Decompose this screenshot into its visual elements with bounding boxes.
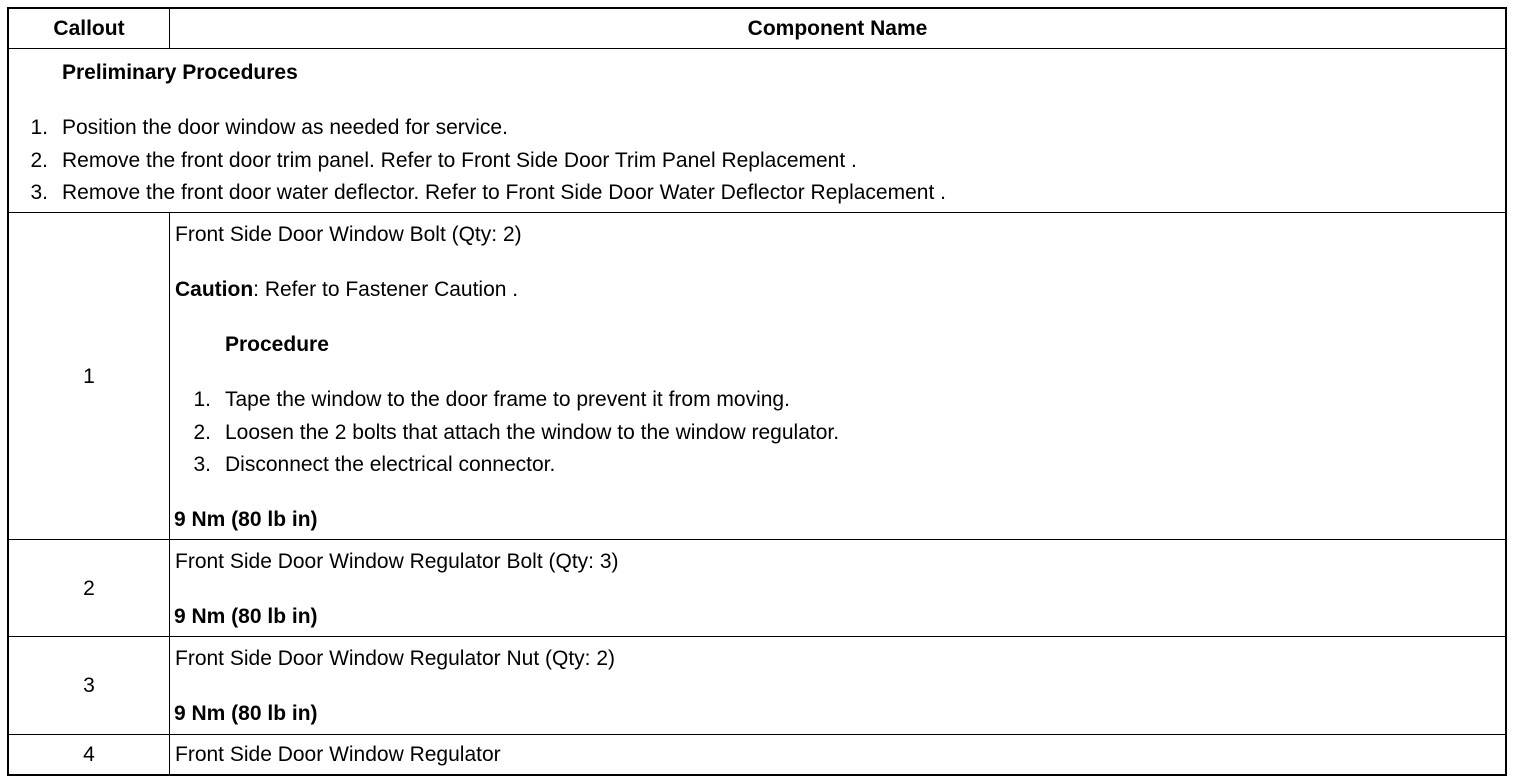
preliminary-step-text: Remove the front door water deflector. Refer to Front Side Door Water Deflector Replacement . — [62, 181, 946, 204]
preliminary-step-text: Remove the front door trim panel. Refer to Front Side Door Trim Panel Replacement . — [62, 149, 857, 172]
callout-number: 2 — [9, 540, 170, 637]
table-row — [9, 734, 1505, 774]
caution-line — [175, 278, 518, 302]
preliminary-step-number: 2. — [30, 149, 48, 172]
component-cell — [170, 735, 1505, 774]
procedure-step-text: Tape the window to the door frame to prevent it from moving. — [225, 388, 790, 411]
component-cell — [170, 540, 1505, 637]
component-name: Front Side Door Window Regulator Nut (Qty: 2) — [175, 647, 615, 670]
component-cell — [170, 213, 1505, 540]
callout-number: 4 — [9, 735, 170, 774]
caution-label: Caution — [175, 278, 254, 301]
table-row — [9, 636, 1505, 735]
procedure-title: Procedure — [225, 333, 329, 356]
torque-spec: 9 Nm (80 lb in) — [174, 605, 318, 628]
preliminary-title: Preliminary Procedures — [62, 61, 298, 84]
component-name-header: Component Name — [747, 17, 928, 40]
table-row — [9, 212, 1505, 540]
component-name: Front Side Door Window Regulator — [175, 743, 501, 766]
component-name: Front Side Door Window Bolt (Qty: 2) — [175, 223, 522, 246]
table-header — [9, 9, 1505, 49]
procedure-step-number: 2. — [193, 421, 211, 444]
procedure-step-text: Disconnect the electrical connector. — [225, 453, 556, 476]
callout-number: 1 — [9, 213, 170, 540]
preliminary-section — [9, 48, 1505, 213]
preliminary-step-text: Position the door window as needed for service. — [62, 116, 508, 139]
torque-spec: 9 Nm (80 lb in) — [174, 702, 318, 725]
procedure-step-number: 1. — [193, 388, 211, 411]
component-name: Front Side Door Window Regulator Bolt (Qty: 3) — [175, 550, 619, 573]
preliminary-step-number: 3. — [30, 181, 48, 204]
caution-text: : Refer to Fastener Caution . — [253, 278, 519, 301]
procedure-step-number: 3. — [193, 453, 211, 476]
preliminary-step-number: 1. — [30, 116, 48, 139]
callout-number: 3 — [9, 637, 170, 735]
callout-header: Callout — [9, 9, 170, 49]
procedure-table — [7, 7, 1507, 776]
table-row — [9, 539, 1505, 637]
component-cell — [170, 637, 1505, 735]
torque-spec: 9 Nm (80 lb in) — [174, 508, 318, 531]
procedure-step-text: Loosen the 2 bolts that attach the window to the window regulator. — [225, 421, 840, 444]
